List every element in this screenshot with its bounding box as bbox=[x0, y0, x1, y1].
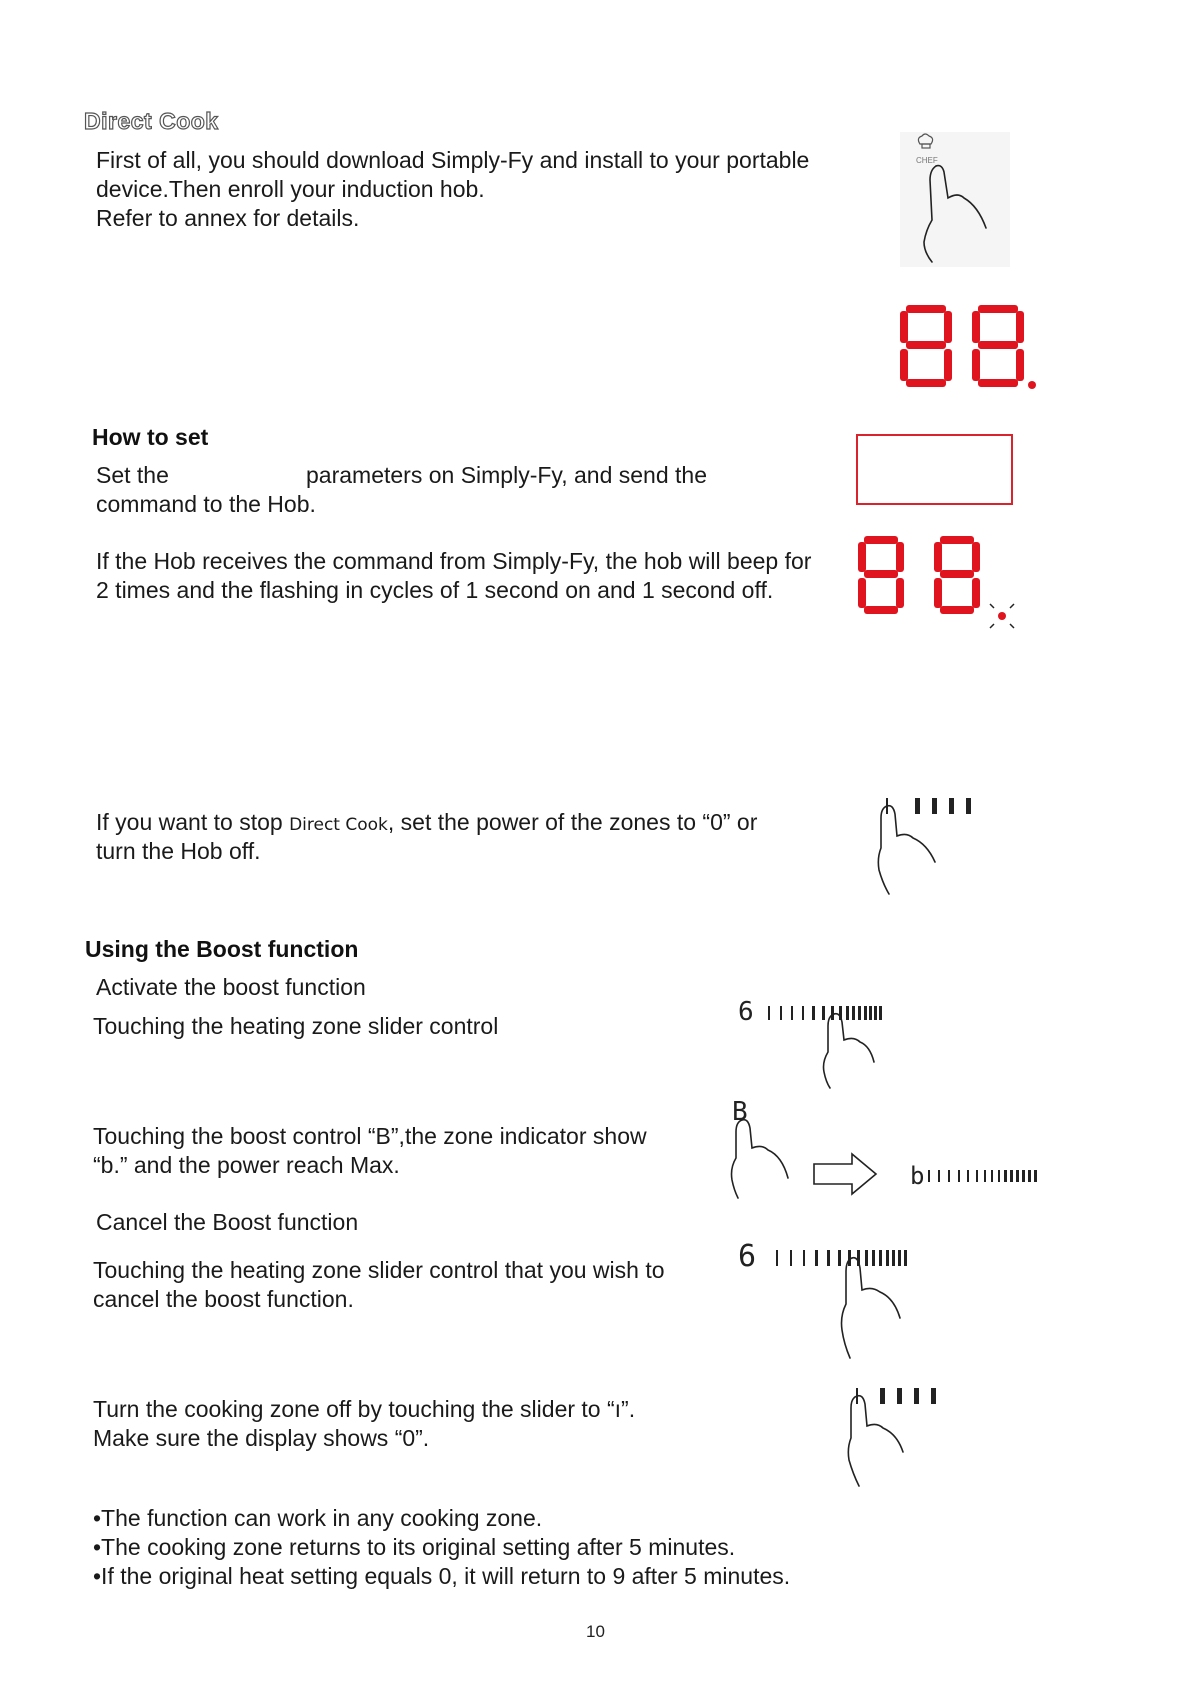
heading-how-to-set: How to set bbox=[92, 424, 209, 450]
pointing-hand-icon bbox=[824, 1014, 875, 1088]
slider-level-6-touch-illustration bbox=[738, 998, 918, 1098]
boost-touch-line-1: Touching the boost control “B”,the zone indicator show bbox=[93, 1123, 647, 1149]
stop-direct-cook-term: Direct Cook bbox=[289, 815, 388, 835]
slider-off-touch-illustration bbox=[845, 1384, 965, 1496]
pointing-hand-icon bbox=[848, 1396, 903, 1486]
set-line-3: If the Hob receives the command from Simply-Fy, the hob will beep for bbox=[96, 548, 812, 574]
right-arrow-icon bbox=[814, 1154, 876, 1194]
red-frame-box bbox=[856, 434, 1013, 505]
note-3: •If the original heat setting equals 0, it will return to 9 after 5 minutes. bbox=[93, 1563, 791, 1589]
section-title-direct-cook: Direct Cook bbox=[84, 108, 219, 134]
zone-display-6: 6 bbox=[738, 998, 754, 1027]
off-line-2: Make sure the display shows “0”. bbox=[93, 1425, 430, 1451]
pointing-hand-icon bbox=[842, 1258, 901, 1358]
boost-activate: Activate the boost function bbox=[96, 974, 366, 1000]
stop-line-1a: If you want to stop bbox=[96, 809, 283, 835]
stop-line-2: turn the Hob off. bbox=[96, 838, 261, 864]
pointing-hand-icon bbox=[732, 1120, 789, 1198]
boost-touch-slider: Touching the heating zone slider control bbox=[93, 1013, 499, 1039]
flashing-display-88 bbox=[856, 534, 1021, 634]
boost-cancel-line-2: cancel the boost function. bbox=[93, 1286, 354, 1312]
note-2: •The cooking zone returns to its original setting after 5 minutes. bbox=[93, 1534, 736, 1560]
boost-key-B: B bbox=[732, 1097, 748, 1127]
off-line-1: Turn the cooking zone off by touching the slider to “ı”. bbox=[93, 1396, 636, 1422]
boost-cancel-heading: Cancel the Boost function bbox=[96, 1209, 359, 1235]
zone-display-6-cancel: 6 bbox=[738, 1239, 757, 1274]
page-number: 10 bbox=[586, 1622, 605, 1641]
note-1: •The function can work in any cooking zone. bbox=[93, 1505, 543, 1531]
pointing-hand-icon bbox=[878, 806, 935, 894]
boost-touch-line-2: “b.” and the power reach Max. bbox=[93, 1152, 400, 1178]
boost-press-illustration bbox=[728, 1096, 1068, 1201]
stop-line-1b: , set the power of the zones to “0” or bbox=[387, 809, 758, 835]
set-line-1a: Set the bbox=[96, 462, 169, 488]
heading-boost: Using the Boost function bbox=[85, 936, 359, 962]
zone-display-b: b bbox=[910, 1162, 925, 1190]
set-line-1b: parameters on Simply-Fy, and send the bbox=[306, 462, 707, 488]
stop-line-1 bbox=[96, 808, 757, 840]
set-line-2: command to the Hob. bbox=[96, 491, 316, 517]
chef-touch-illustration bbox=[900, 132, 1020, 272]
intro-line-3: Refer to annex for details. bbox=[96, 205, 360, 231]
set-line-4: 2 times and the flashing in cycles of 1 second on and 1 second off. bbox=[96, 577, 774, 603]
intro-line-1: First of all, you should download Simply-Fy and install to your portable bbox=[96, 147, 810, 173]
intro-line-2: device.Then enroll your induction hob. bbox=[96, 176, 485, 202]
seven-segment-display-88 bbox=[898, 303, 1038, 393]
slider-cancel-touch-illustration bbox=[738, 1238, 953, 1363]
chef-label: CHEF bbox=[916, 156, 938, 165]
slider-zero-touch-illustration bbox=[875, 794, 995, 906]
boost-cancel-line-1: Touching the heating zone slider control that you wish to bbox=[93, 1257, 665, 1283]
